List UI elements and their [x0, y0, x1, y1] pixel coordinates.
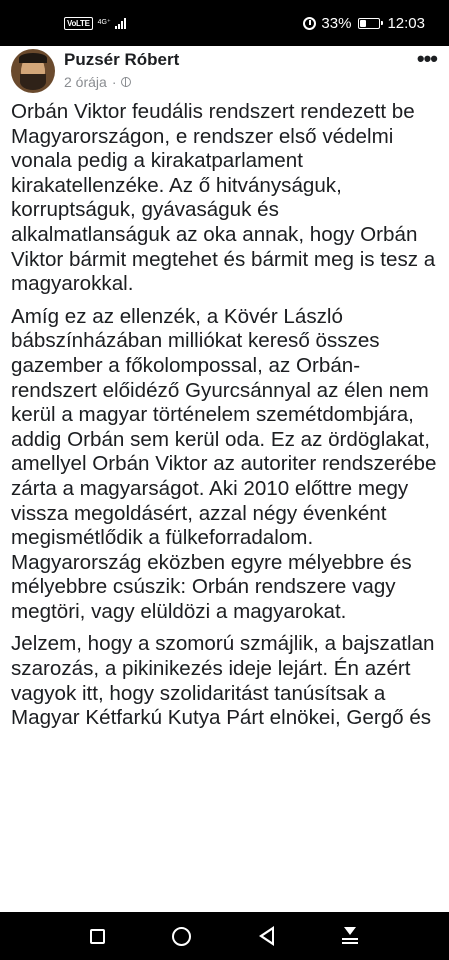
post-paragraph: Amíg ez az ellenzék, a Kövér László bábszínházában milliókat kereső összes gazember a főkolompossal, az Orbán-rendszert előidéző Gyurcsánnyal az élen nem kerül a magyar történelem szemétdombjára, addig Orbán sem kerül oda. Ez az ördöglakat, amellyel Orbán Viktor az autoriter rendszerébe zárta a magyarságot. Aki 2010 előttre megy vissza megoldásért, azzal négy évenként megismétlődik a fülkeforradalom. Magyarország eközben egyre mélyebbre és mélyebbre csúszik: Orbán rendszere vagy megtöri, vagy elüldözi a magyarokat.: [11, 304, 437, 623]
battery-fill: [360, 20, 366, 27]
network-type: 4G⁺: [97, 19, 111, 26]
status-bar: [0, 0, 449, 46]
signal-icon: [115, 17, 126, 29]
network-indicators: [64, 17, 126, 30]
post-body: [11, 100, 443, 739]
post-meta: [64, 74, 131, 90]
avatar-hair: [19, 53, 47, 63]
globe-icon: [121, 77, 131, 87]
volte-badge: VoLTE: [64, 17, 93, 30]
avatar[interactable]: [11, 49, 55, 93]
battery-percent: 33%: [321, 14, 352, 32]
recent-apps-square-icon[interactable]: [90, 929, 105, 944]
notification-pull-down-icon[interactable]: [341, 927, 359, 945]
post-paragraph: Orbán Viktor feudális rendszert rendezett be Magyarországon, e rendszer első védelmi vonala pedig a kirakatparlament kirakatellenzéke. Az ő hitványságuk, korruptságuk, gyávaságuk és alkalmatlanságuk az oka annak, hogy Orbán Viktor bármit megtehet és bármit meg is tesz a magyarokkal.: [11, 100, 436, 296]
post-paragraph: Jelzem, hogy a szomorú szmájlik, a bajszatlan szarozás, a pikinikezés ideje lejárt. Én azért vagyok itt, hogy szolidaritást tanúsítsak a Magyar Kétfarkú Kutya Párt elnökei, Gergő és: [11, 632, 435, 730]
back-triangle-icon[interactable]: [259, 926, 274, 946]
battery-icon: [358, 18, 380, 29]
clock: 12:03: [387, 14, 425, 32]
navigation-bar: [0, 912, 449, 960]
home-circle-icon[interactable]: [172, 927, 191, 946]
more-options-button[interactable]: •••: [416, 46, 437, 71]
post-time[interactable]: 2 órája: [64, 74, 107, 90]
status-right: [303, 15, 425, 32]
nav-bar-line: [342, 938, 358, 940]
avatar-beard: [20, 74, 46, 90]
post-header: [0, 46, 449, 102]
meta-separator: ·: [111, 74, 117, 90]
author-name[interactable]: Puzsér Róbert: [64, 50, 180, 69]
nav-bar-line: [342, 942, 358, 944]
alarm-icon: [303, 17, 316, 30]
down-arrow-icon: [344, 927, 356, 935]
